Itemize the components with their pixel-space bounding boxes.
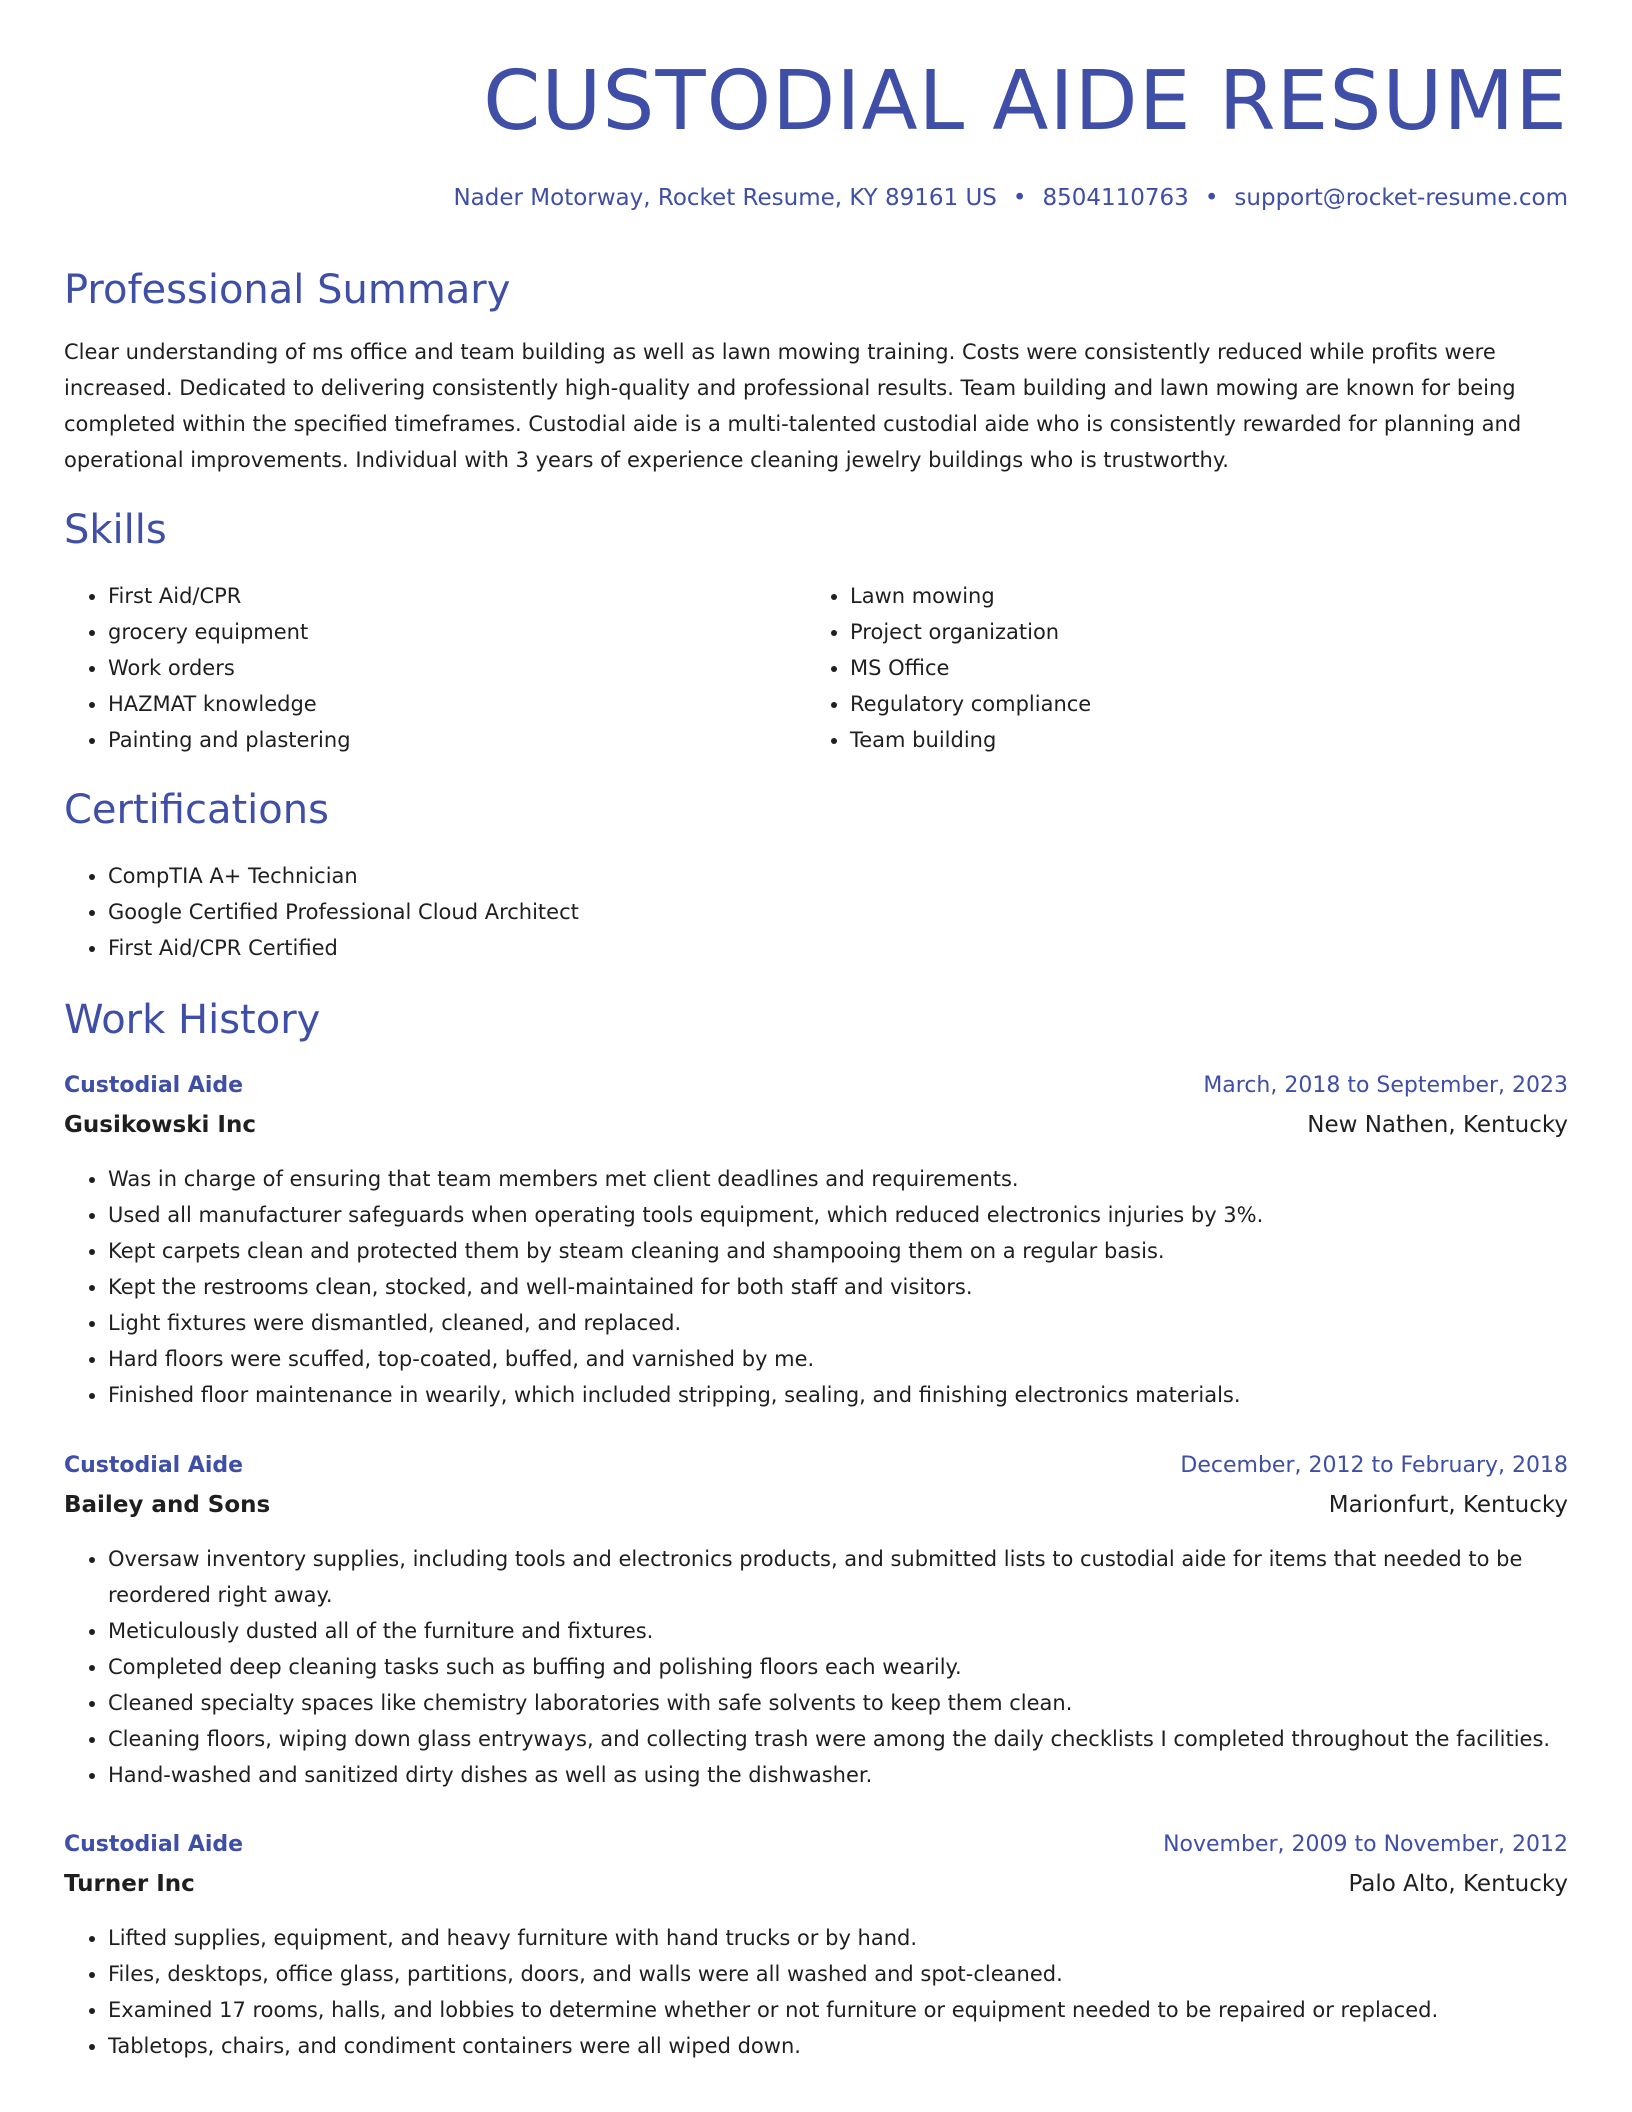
certification-item: • First Aid/CPR Certified bbox=[108, 930, 1508, 966]
job-bullet: • Hand-washed and sanitized dirty dishes as well as using the dishwasher. bbox=[108, 1757, 1568, 1793]
job-bullet: • Cleaned specialty spaces like chemistry laboratories with safe solvents to keep them clean. bbox=[108, 1685, 1568, 1721]
job-location: Marionfurt, Kentucky bbox=[1328, 1492, 1568, 1518]
summary-heading: Professional Summary bbox=[64, 267, 511, 313]
skill-item: • First Aid/CPR bbox=[108, 578, 808, 614]
job-bullet: • Kept carpets clean and protected them by steam cleaning and shampooing them on a regular basis. bbox=[108, 1233, 1568, 1269]
certifications-list bbox=[64, 858, 1508, 966]
skill-item: • MS Office bbox=[850, 650, 1550, 686]
certification-item: • CompTIA A+ Technician bbox=[108, 858, 1508, 894]
job-dates: December, 2012 to February, 2018 bbox=[1180, 1453, 1568, 1478]
job-title: Custodial Aide bbox=[64, 1453, 244, 1478]
skill-item: • HAZMAT knowledge bbox=[108, 686, 808, 722]
contact-email[interactable]: support@rocket-resume.com bbox=[1234, 185, 1568, 211]
skill-item: • Team building bbox=[850, 722, 1550, 758]
job-bullet: • Finished floor maintenance in wearily, which included stripping, sealing, and finishing electronics materials. bbox=[108, 1377, 1568, 1413]
work-history-heading: Work History bbox=[64, 997, 321, 1043]
contact-address: Nader Motorway, Rocket Resume, KY 89161 US bbox=[453, 185, 997, 211]
job-dates: March, 2018 to September, 2023 bbox=[1203, 1073, 1568, 1098]
skill-item: • Work orders bbox=[108, 650, 808, 686]
job-bullet: • Used all manufacturer safeguards when operating tools equipment, which reduced electronics injuries by 3%. bbox=[108, 1197, 1568, 1233]
contact-separator: • bbox=[1012, 185, 1027, 211]
job-bullet: • Tabletops, chairs, and condiment containers were all wiped down. bbox=[108, 2028, 1568, 2064]
contact-phone: 8504110763 bbox=[1042, 185, 1189, 211]
job-bullets bbox=[64, 1920, 1568, 2064]
skill-item: • Lawn mowing bbox=[850, 578, 1550, 614]
job-bullet: • Oversaw inventory supplies, including tools and electronics products, and submitted lists to custodial aide for items that needed to be reordered right away. bbox=[108, 1541, 1568, 1613]
job-location: New Nathen, Kentucky bbox=[1307, 1112, 1568, 1138]
job-title: Custodial Aide bbox=[64, 1832, 244, 1857]
contact-line bbox=[453, 180, 1568, 216]
skill-item: • Project organization bbox=[850, 614, 1550, 650]
job-bullet: • Meticulously dusted all of the furniture and fixtures. bbox=[108, 1613, 1568, 1649]
job-location: Palo Alto, Kentucky bbox=[1348, 1871, 1568, 1897]
certification-item: • Google Certified Professional Cloud Architect bbox=[108, 894, 1508, 930]
job-bullets bbox=[64, 1541, 1568, 1793]
contact-separator: • bbox=[1204, 185, 1219, 211]
skills-heading: Skills bbox=[64, 507, 167, 553]
job-title: Custodial Aide bbox=[64, 1073, 244, 1098]
job-company: Turner Inc bbox=[64, 1871, 195, 1897]
job-bullet: • Light fixtures were dismantled, cleaned, and replaced. bbox=[108, 1305, 1568, 1341]
job-company: Bailey and Sons bbox=[64, 1492, 271, 1518]
summary-text: Clear understanding of ms office and team building as well as lawn mowing training. Costs were consistently reduced while profits were increased. Dedicated to delivering consistently high-quality and professional results. Team building and lawn mowing are known for being completed within the specified timeframes. Custodial aide is a multi-talented custodial aide who is consistently rewarded for planning and operational improvements. Individual with 3 years of experience cleaning jewelry buildings who is trustworthy. bbox=[64, 340, 1522, 472]
skills-list-right bbox=[806, 578, 1550, 758]
skill-item: • Painting and plastering bbox=[108, 722, 808, 758]
job-bullet: • Examined 17 rooms, halls, and lobbies to determine whether or not furniture or equipment needed to be repaired or replaced. bbox=[108, 1992, 1568, 2028]
job-bullet: • Was in charge of ensuring that team members met client deadlines and requirements. bbox=[108, 1161, 1568, 1197]
job-bullet: • Cleaning floors, wiping down glass entryways, and collecting trash were among the daily checklists I completed throughout the facilities. bbox=[108, 1721, 1568, 1757]
job-bullet: • Lifted supplies, equipment, and heavy furniture with hand trucks or by hand. bbox=[108, 1920, 1568, 1956]
job-company: Gusikowski Inc bbox=[64, 1112, 256, 1138]
certifications-heading: Certifications bbox=[64, 787, 329, 833]
job-bullet: • Kept the restrooms clean, stocked, and well-maintained for both staff and visitors. bbox=[108, 1269, 1568, 1305]
job-dates: November, 2009 to November, 2012 bbox=[1163, 1832, 1568, 1857]
skills-list-left bbox=[64, 578, 808, 758]
skill-item: • Regulatory compliance bbox=[850, 686, 1550, 722]
job-bullets bbox=[64, 1161, 1568, 1413]
job-bullet: • Completed deep cleaning tasks such as buffing and polishing floors each wearily. bbox=[108, 1649, 1568, 1685]
resume-title: CUSTODIAL AIDE RESUME bbox=[483, 54, 1568, 149]
job-bullet: • Files, desktops, office glass, partitions, doors, and walls were all washed and spot-cleaned. bbox=[108, 1956, 1568, 1992]
job-bullet: • Hard floors were scuffed, top-coated, buffed, and varnished by me. bbox=[108, 1341, 1568, 1377]
skill-item: • grocery equipment bbox=[108, 614, 808, 650]
